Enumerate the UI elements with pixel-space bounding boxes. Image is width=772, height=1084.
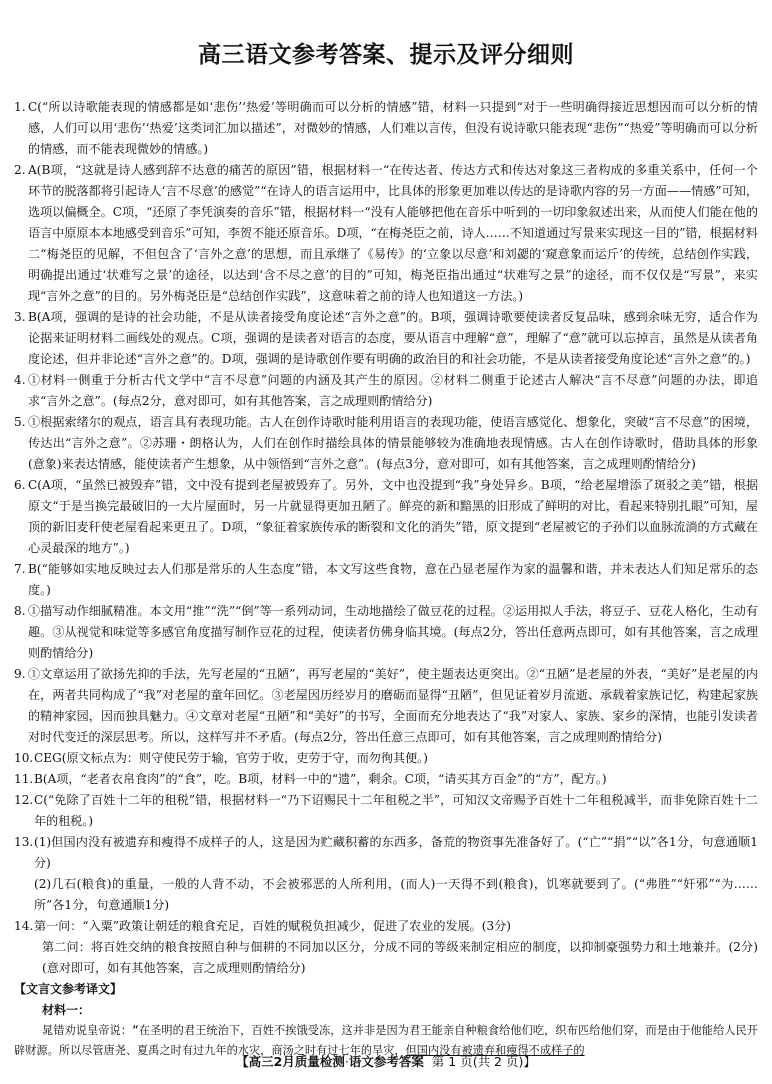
- answer-number: 3.: [14, 310, 26, 324]
- answer-item-11: [14, 769, 758, 790]
- answer-text: ①材料一侧重于分析古代文学中“言不尽意”问题的内涵及其产生的原因。②材料二侧重于论述古人解决“言不尽意”问题的办法，即追求“言外之意”。(每点2分，意对即可，如有其他答案，言之成理则酌情给分): [28, 373, 758, 408]
- translation-text: 晁错劝说皇帝说：“在圣明的君王统治下，百姓不挨饿受冻，这并非是因为君王能亲自种粮食给他们吃，织布匹给他们穿，而是由于他能给人民开辟财源。所以尽管唐尧、夏禹之时有过九年的水灾，商汤之时有过七年的旱灾，: [14, 1024, 758, 1057]
- answer-number: 9.: [14, 667, 26, 681]
- answer-item-9: [14, 664, 758, 748]
- answer-text: C(A项，“虽然已被毁弃”错，文中没有提到老屋被毁弃了。另外，文中也没提到“我”身处异乡。B项，“给老屋增添了斑驳之美”错，根据原文“于是当换完最破旧的一大片屋面时，另一片就显得更加丑陋了。鲜亮的新和黯黑的旧形成了鲜明的对比，看起来特别扎眼”可知，屋顶的新旧麦秆使老屋看起来更丑了。D项，“象征着家族传承的断裂和文化的消失”错，原文提到“老屋被它的子孙们以血脉流淌的方式藏在心灵最深的地方”。): [28, 478, 758, 555]
- answer-text: B(A项，“老者衣帛食肉”的“食”，吃。B项，材料一中的“遗”，剩余。C项，“请买其方百金”的“方”，配方。): [34, 772, 607, 786]
- material-label: 材料一：: [42, 1003, 91, 1017]
- answer-number: 14.: [14, 919, 34, 933]
- answer-text: C(“所以诗歌能表现的情感都是如‘悲伤’‘热爱’等明确而可以分析的情感”错，材料一只提到“对于一些明确得接近思想因而可以分析的情感，人们可以用‘悲伤’‘热爱’这类词汇加以描述”，对微妙的情感，人们难以言传，但没有说诗歌只能表现“悲伤”“热爱”等明确而可以分析的情感，而不能表现微妙的情感。): [28, 100, 758, 156]
- translation-heading: 【文言文参考译文】: [14, 982, 123, 996]
- answer-number: 4.: [14, 373, 26, 387]
- answer-number: 2.: [14, 163, 26, 177]
- answer-number: 7.: [14, 562, 26, 576]
- answer-number: 1.: [14, 100, 26, 114]
- answer-number: 5.: [14, 415, 26, 429]
- answer-item-2: [14, 160, 758, 307]
- answer-item-13: [14, 832, 758, 874]
- answer-number: 8.: [14, 604, 26, 618]
- answer-number: 11.: [14, 772, 34, 786]
- answer-number: 6.: [14, 478, 26, 492]
- answer-item-4: [14, 370, 758, 412]
- answer-item-5: [14, 412, 758, 475]
- answer-text: ①文章运用了欲扬先抑的手法，先写老屋的“丑陋”，再写老屋的“美好”，使主题表达更突出。②“丑陋”是老屋的外表，“美好”是老屋的内在，两者共同构成了“我”对老屋的童年回忆。③老屋因历经岁月的磨砺而显得“丑陋”，但见证着岁月流逝、承载着家族记忆，构建起家族的精神家园，因而独具魅力。④文章对老屋“丑陋”和“美好”的书写，全面而充分地表达了“我”对家人、家族、家乡的深情，也能引发读者对时代变迁的深层思考。所以，这样写并不矛盾。(每点2分，答出任意三点即可，如有其他答案，言之成理则酌情给分): [28, 667, 758, 744]
- answer-text: C(“免除了百姓十二年的租税”错，根据材料一“乃下诏赐民十二年租税之半”，可知汉文帝赐予百姓十二年租税减半，而非免除百姓十二年的租税。): [34, 793, 758, 828]
- answer-text: ①根据索绪尔的观点，语言具有表现功能。古人在创作诗歌时能利用语言的表现功能，使语言感觉化、想象化，突破“言不尽意”的困境，传达出“言外之意”。②苏珊・朗格认为，人们在创作时描绘具体的情景能够较为准确地表现情感。古人在创作诗歌时，借助具体的形象(意象)来表达情感，能使读者产生想象，从中领悟到“言外之意”。(每点3分，意对即可，如有其他答案，言之成理则酌情给分): [28, 415, 758, 471]
- footer-page-number: 第 1 页(共 2 页)】: [431, 1054, 536, 1069]
- answer-number: 10.: [14, 751, 34, 765]
- answer-item-3: [14, 307, 758, 370]
- answer-body: [14, 97, 758, 1061]
- answer-item-1: [14, 97, 758, 160]
- answer-item-12: [14, 790, 758, 832]
- answer-13-part-2: (2)几石(粮食)的重量，一般的人背不动，不会被邪恶的人所利用，(而人)一天得不到(粮食)，饥寒就要到了。(“弗胜”“奸邪”“为……所”各1分，句意通顺1分): [34, 877, 758, 912]
- footer-exam-name: 【高三2月质量检测: [236, 1054, 345, 1069]
- answer-14-question-1: 第一问：“入粟”政策让朝廷的粮食充足，百姓的赋税负担减少，促进了农业的发展。(3分): [34, 919, 511, 933]
- page-title: 高三语文参考答案、提示及评分细则: [198, 42, 574, 68]
- answer-item-10: [14, 748, 758, 769]
- footer-subject: 语文参考答案: [348, 1054, 424, 1069]
- answer-14-question-2: 第二问：将百姓交纳的粮食按照自种与佃耕的不同加以区分，分成不同的等级来制定相应的制度，以抑制豪强势力和土地兼并。(2分)(意对即可，如有其他答案，言之成理则酌情给分): [42, 940, 758, 975]
- answer-text: (1)但国内没有被遗弃和瘦得不成样子的人，这是因为贮藏积蓄的东西多，备荒的物资事先准备好了。(“亡”“捐”“以”各1分，句意通顺1分): [34, 835, 758, 870]
- answer-item-8: [14, 601, 758, 664]
- answer-item-6: [14, 475, 758, 559]
- answer-text: ①描写动作细腻精准。本文用“推”“洗”“倒”等一系列动词，生动地描绘了做豆花的过程。②运用拟人手法，将豆子、豆花人格化，生动有趣。③从视觉和味觉等多感官角度描写制作豆花的过程，使读者仿佛身临其境。(每点2分，答出任意两点即可，如有其他答案，言之成理则酌情给分): [28, 604, 758, 660]
- answer-item-14: [14, 916, 758, 937]
- answer-number: 12.: [14, 793, 34, 807]
- page-footer: [0, 1052, 772, 1070]
- answer-text: A(B项，“这就是诗人感到辞不达意的痛苦的原因”错，根据材料一“在传达者、传达方式和传达对象这三者构成的多重关系中，任何一个环节的脱落都将引起诗人‘言不尽意’的感觉”“在诗人的语言运用中，比具体的形象更加难以传达的是诗歌内容的另一方面——情感”可知，选项以偏概全。C项，“还原了李凭演奏的音乐”错，根据材料一“没有人能够把他在音乐中听到的一切印象叙述出来，从而使人们能在他的语言中原原本本地感受到音乐”可知，李贺不能还原音乐。D项，“在梅尧臣之前，诗人……不知道通过写景来实现这一目的”错，根据材料二“梅尧臣的见解，不但包含了‘言外之意’的思想，而且承继了《易传》的‘立象以尽意’和刘勰的‘窥意象而运斤’的传统，总结创作实践，明确提出通过‘状难写之景’的途径，以达到‘含不尽之意’的目的”可知，梅尧臣指出通过“状难写之景”的途径，而不仅仅是“写景”，来实现“言外之意”的目的。另外梅尧臣是“总结创作实践”，这意味着之前的诗人也知道这一方法。): [28, 163, 758, 303]
- answer-text: B(“能够如实地反映过去人们那是常乐的人生态度”错，本文写这些食物，意在凸显老屋作为家的温馨和谐，并未表达人们知足常乐的态度。): [28, 562, 758, 597]
- answer-text: CEG(原文标点为：则守使民劳于输，官劳于收，吏劳于守，而勿徇其便。): [34, 751, 428, 765]
- translation-underlined-text: 但国内没有被遗弃和瘦得不成样子的: [405, 1044, 585, 1057]
- footer-separator: ·: [344, 1054, 349, 1069]
- answer-text: B(A项，强调的是诗的社会功能，不是从读者接受角度论述“言外之意”的。B项，强调诗歌要使读者反复品味，感到余味无穷，适合作为论据来证明材料二画线处的观点。C项，强调的是读者对语言的态度，要从语言中理解“意”，理解了“意”就可以忘掉言，虽然是从读者角度论述，但并非论述“言外之意”的。D项，强调的是诗歌创作要有明确的政治目的和社会功能，不是从读者接受角度论述“言外之意”的。): [28, 310, 758, 366]
- answer-number: 13.: [14, 835, 34, 849]
- answer-item-7: [14, 559, 758, 601]
